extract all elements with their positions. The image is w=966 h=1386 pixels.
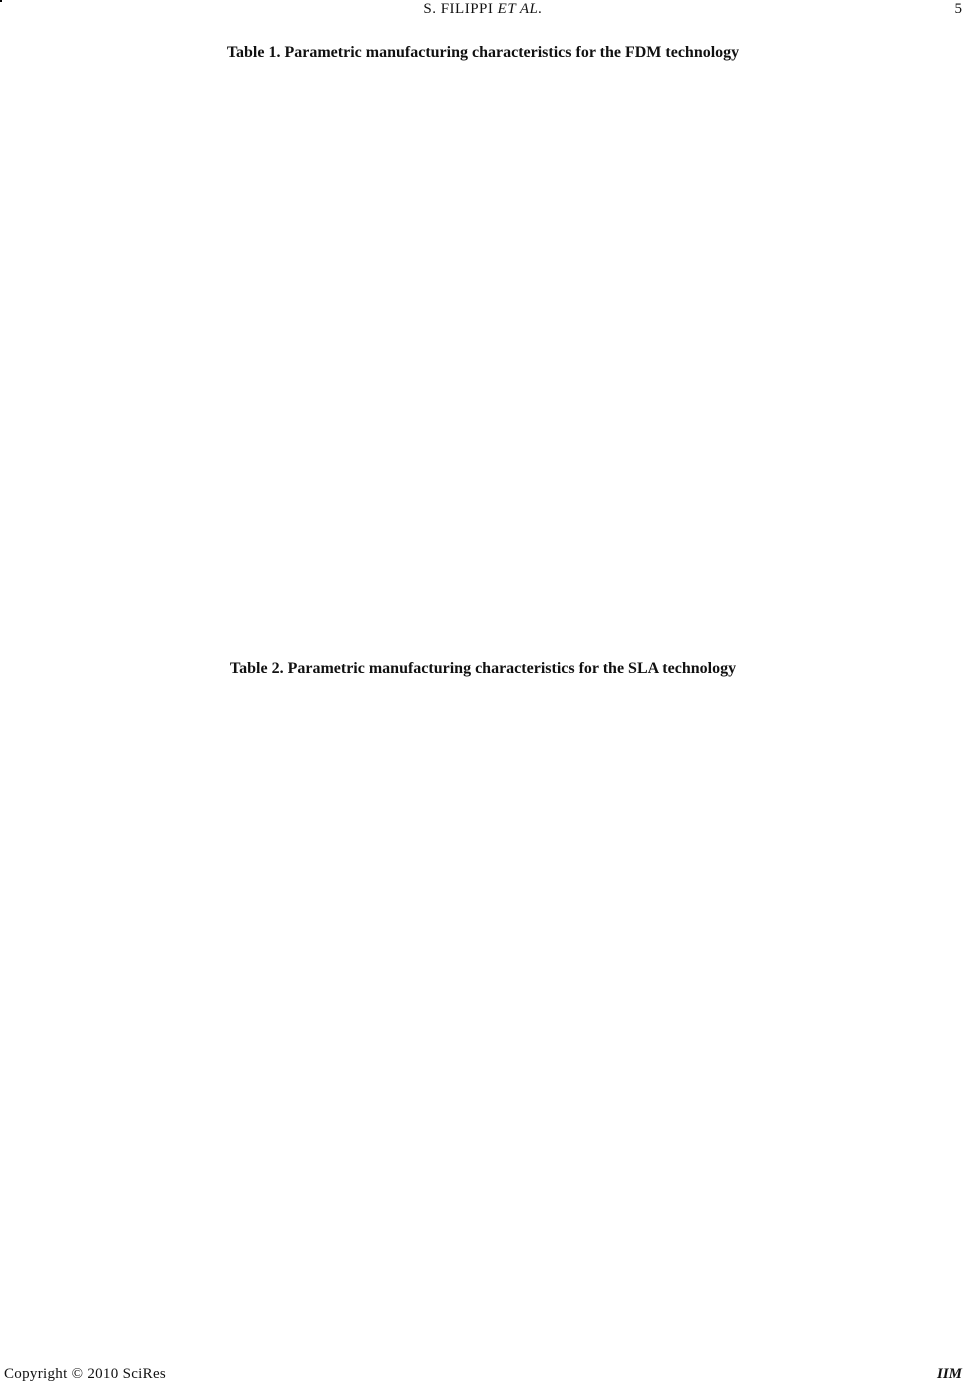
running-header-authors bbox=[0, 1, 966, 18]
running-header bbox=[0, 0, 966, 24]
authors-text: S. FILIPPI bbox=[423, 1, 494, 17]
table2-title: Table 2. Parametric manufacturing characteristics for the SLA technology bbox=[229, 660, 737, 677]
table1-title: Table 1. Parametric manufacturing characteristics for the FDM technology bbox=[226, 44, 740, 61]
copyright-text: Copyright © 2010 SciRes bbox=[4, 1366, 167, 1382]
table2-values-box bbox=[0, 0, 2, 2]
authors-et-al: ET AL. bbox=[497, 1, 543, 17]
page-footer bbox=[0, 1366, 966, 1386]
page-number: 5 bbox=[954, 1, 962, 17]
journal-abbrev: IIM bbox=[936, 1366, 962, 1382]
